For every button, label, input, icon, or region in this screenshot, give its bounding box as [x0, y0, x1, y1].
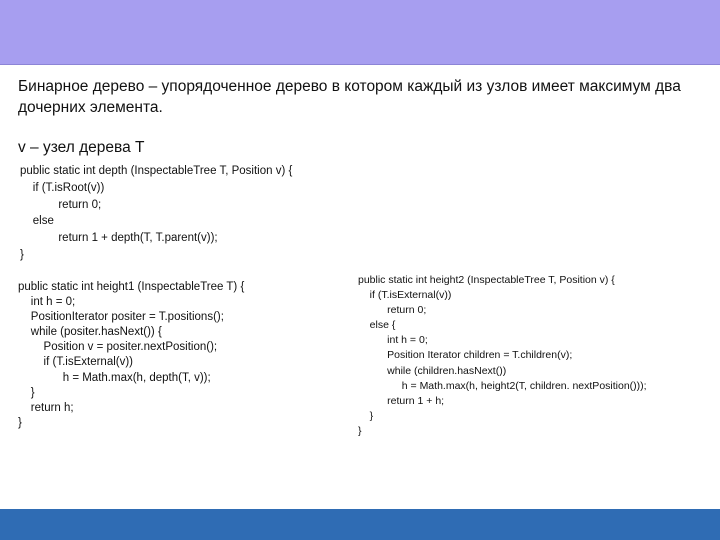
code-height1-function: public static int height1 (InspectableTree T) { int h = 0; PositionIterator positer = T.positions(); while (positer.hasNext()) { Position v = positer.nextPosition(); if (T.isExternal(v)) h = Math.max(h, depth(T, v)); } return h; }	[18, 281, 245, 429]
header-divider	[0, 64, 720, 65]
node-note: v – узел дерева T	[18, 139, 145, 156]
definition-text: Бинарное дерево – упорядоченное дерево в котором каждый из узлов имеет максимум два дочерних элемента.	[18, 78, 681, 116]
code-height2-function: public static int height2 (InspectableTree T, Position v) { if (T.isExternal(v)) return 0; else { int h = 0; Position Iterator children = T.children(v); while (children.hasNext()) h = Math.max(h, height2(T, children. nextPosition())); return 1 + h; } }	[358, 274, 647, 437]
code-depth-function: public static int depth (InspectableTree T, Position v) { if (T.isRoot(v)) return 0; else return 1 + depth(T, T.parent(v)); }	[20, 165, 293, 261]
header-bar	[0, 0, 720, 64]
footer-bar	[0, 509, 720, 540]
